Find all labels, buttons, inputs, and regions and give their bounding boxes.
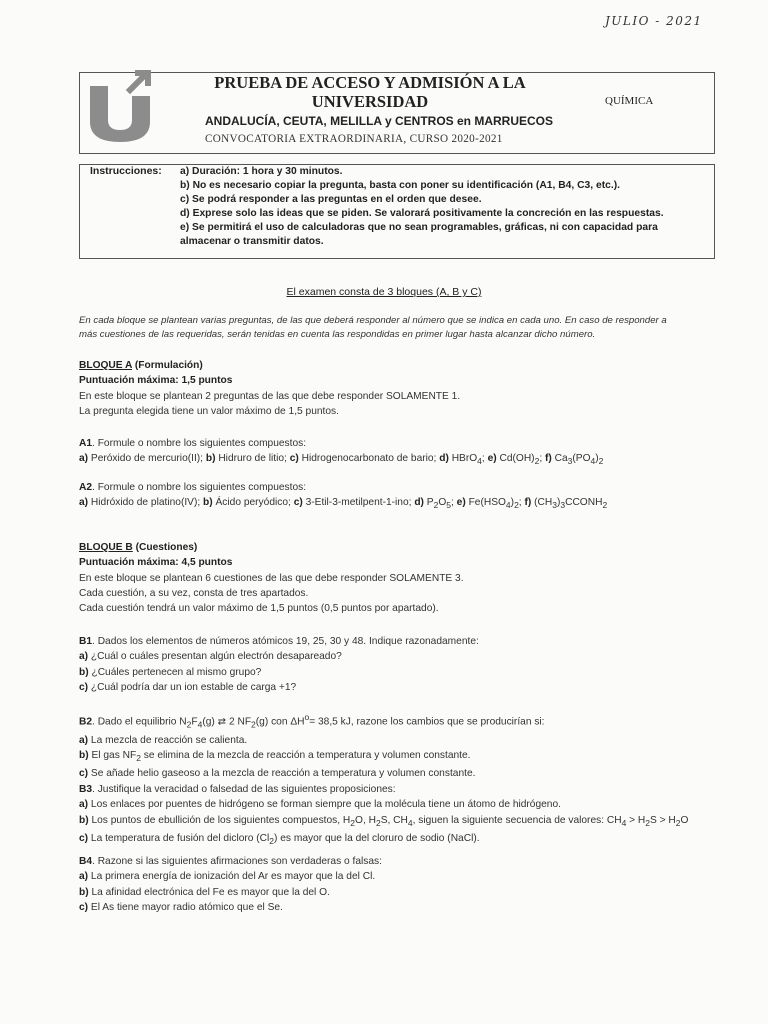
- block-b: [79, 540, 719, 616]
- instruction-item: a) Duración: 1 hora y 30 minutos.: [180, 166, 343, 177]
- region-line: ANDALUCÍA, CEUTA, MELILLA y CENTROS en MARRUECOS: [205, 114, 553, 128]
- instruction-item: d) Exprese solo las ideas que se piden. Se valorará positivamente la concreción en las respuestas.: [180, 208, 664, 219]
- instructions-label: Instrucciones:: [90, 165, 162, 177]
- block-b-heading: BLOQUE B (Cuestiones): [79, 542, 198, 553]
- page-title: PRUEBA DE ACCESO Y ADMISIÓN A LA UNIVERSIDAD: [214, 73, 526, 111]
- intro-paragraph: En cada bloque se plantean varias preguntas, de las que deberá responder al número que se indica en cada uno. En caso de responder a más cuestiones de las requeridas, serán tenidas en cuenta las respondidas en primer lugar hasta alcanzar dicho número.: [79, 315, 667, 340]
- instruction-item: e) Se permitirá el uso de calculadoras que no sean programables, gráficas, ni con capacidad para: [180, 222, 658, 233]
- question-b3: B3. Justifique la veracidad o falsedad de las siguientes proposiciones: a) Los enlaces por puentes de hidrógeno se forman siempre que la molécula tiene un átomo de hidrógeno. b) Los puntos de ebullición de los siguientes compuestos, $H_2O$, $H_2S$, $CH_4$, siguen la siguiente secuencia de valores: $CH_4 > H_2S > H_2O$ c) La temperatura de fusión del dicloro $(Cl_2)$ es mayor que la del cloruro de sodio (NaCl).: [79, 784, 689, 846]
- instruction-item: almacenar o transmitir datos.: [180, 236, 324, 247]
- instruction-item: b) No es necesario copiar la pregunta, basta con poner su identificación (A1, B4, C3, etc.).: [180, 180, 621, 191]
- block-a: [79, 358, 719, 419]
- question-a1: A1. Formule o nombre los siguientes compuestos: a) Peróxido de mercurio(II); b) Hidruro de litio; c) Hidrogenocarbonato de bario; d) HBrO$_4$; e) $Cd(OH)_2$; f) $Ca_3(PO_4)_2$: [79, 438, 604, 467]
- session-line: CONVOCATORIA EXTRAORDINARIA, CURSO 2020-2021: [205, 133, 503, 145]
- block-a-heading: BLOQUE A (Formulación): [79, 360, 203, 371]
- university-logo-icon: [88, 70, 158, 142]
- question-a2: A2. Formule o nombre los siguientes compuestos: a) Hidróxido de platino(IV); b) Ácido peryódico; c) 3-Etil-3-metilpent-1-ino; d) $P_2O_5$; e) $Fe(HSO_4)_2$; f) $(CH_3)_3CCONH_2$: [79, 482, 608, 511]
- question-b1: B1. Dados los elementos de números atómicos 19, 25, 30 y 48. Indique razonadamente: a) ¿Cuál o cuáles presentan algún electrón desapareado? b) ¿Cuáles pertenecen al mismo grupo? c) ¿Cuál podría dar un ion estable de carga +1?: [79, 636, 479, 693]
- block-b-line: En este bloque se plantean 6 cuestiones de las que debe responder SOLAMENTE 3.: [79, 572, 464, 584]
- instructions-list: [180, 165, 680, 249]
- block-b-score: Puntuación máxima: 4,5 puntos: [79, 557, 233, 569]
- question-b2: B2. Dado el equilibrio $N_2F_4(g)$ ⇄ 2 $NF_2(g)$ con $\Delta H^o= 38,5$ kJ, razone los cambios que se producirían si: a) La mezcla de reacción se calienta. b) El gas $NF_2$ se elimina de la mezcla de reacción a temperatura y volumen constante. c) Se añade helio gaseoso a la mezcla de reacción a temperatura y volumen constante.: [79, 712, 545, 780]
- block-a-line: La pregunta elegida tiene un valor máximo de 1,5 puntos.: [79, 405, 339, 417]
- block-a-score: Puntuación máxima: 1,5 puntos: [79, 375, 233, 387]
- exam-structure-title: El examen consta de 3 bloques (A, B y C): [286, 286, 482, 298]
- handwritten-date: JULIO - 2021: [605, 14, 703, 28]
- block-b-line: Cada cuestión, a su vez, consta de tres apartados.: [79, 587, 309, 599]
- block-a-line: En este bloque se plantean 2 preguntas de las que debe responder SOLAMENTE 1.: [79, 390, 461, 402]
- question-b4: B4. Razone si las siguientes afirmaciones son verdaderas o falsas: a) La primera energía de ionización del Ar es mayor que la del Cl. b) La afinidad electrónica del Fe es mayor que la del O. c) El As tiene mayor radio atómico que el Se.: [79, 856, 382, 913]
- subject-name: QUÍMICA: [605, 95, 654, 107]
- instruction-item: c) Se podrá responder a las preguntas en el orden que desee.: [180, 194, 482, 205]
- block-b-line: Cada cuestión tendrá un valor máximo de 1,5 puntos (0,5 puntos por apartado).: [79, 603, 439, 615]
